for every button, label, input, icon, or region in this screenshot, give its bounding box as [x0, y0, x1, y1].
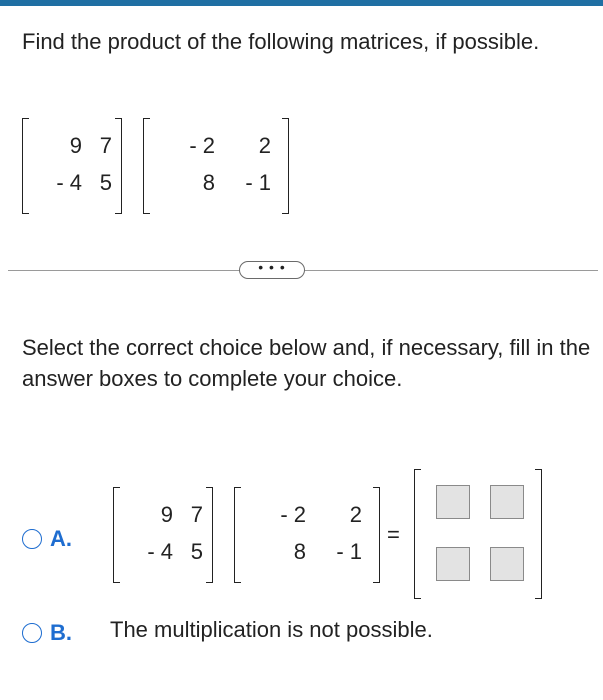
top-bar: [0, 0, 603, 6]
question-matrix-a: [22, 118, 122, 214]
choice-a-matrix-b: [234, 487, 380, 583]
matrix-cell: 7: [99, 133, 112, 158]
expand-more-button[interactable]: • • •: [239, 261, 305, 279]
matrix-cell: 9: [160, 502, 173, 527]
choice-b-letter[interactable]: B.: [50, 620, 72, 645]
answer-matrix: [414, 469, 542, 599]
matrix-cell: - 1: [336, 539, 362, 564]
choice-a-radio[interactable]: [22, 529, 42, 549]
matrix-cell: - 4: [56, 170, 82, 195]
matrix-cell: - 2: [189, 133, 215, 158]
choice-b-radio[interactable]: [22, 623, 42, 643]
question-matrix-b: [143, 118, 289, 214]
matrix-cell: - 4: [147, 539, 173, 564]
matrix-cell: 9: [69, 133, 82, 158]
instruction-text: Select the correct choice below and, if necessary, fill in the answer boxes to complete your choice.: [22, 335, 591, 391]
matrix-cell: 8: [293, 539, 306, 564]
matrix-cell: 2: [349, 502, 362, 527]
matrix-cell: 5: [190, 539, 203, 564]
equals-sign: =: [387, 522, 400, 547]
choice-b-text[interactable]: The multiplication is not possible.: [110, 617, 433, 642]
answer-box-r2c2[interactable]: [490, 547, 524, 581]
matrix-cell: 8: [202, 170, 215, 195]
bracket-left: [22, 118, 29, 214]
bracket-left: [234, 487, 241, 583]
answer-box-r2c1[interactable]: [436, 547, 470, 581]
bracket-left: [414, 469, 421, 599]
choice-a-matrix-a: [113, 487, 213, 583]
question-text: Find the product of the following matrices, if possible.: [22, 29, 540, 54]
matrix-cell: - 2: [280, 502, 306, 527]
answer-box-r1c2[interactable]: [490, 485, 524, 519]
bracket-right: [115, 118, 122, 214]
answer-box-r1c1[interactable]: [436, 485, 470, 519]
bracket-right: [373, 487, 380, 583]
bracket-left: [113, 487, 120, 583]
bracket-right: [535, 469, 542, 599]
matrix-cell: 7: [190, 502, 203, 527]
choice-a-letter[interactable]: A.: [50, 526, 72, 551]
bracket-right: [206, 487, 213, 583]
matrix-cell: 5: [99, 170, 112, 195]
matrix-cell: 2: [258, 133, 271, 158]
bracket-left: [143, 118, 150, 214]
matrix-cell: - 1: [245, 170, 271, 195]
bracket-right: [282, 118, 289, 214]
